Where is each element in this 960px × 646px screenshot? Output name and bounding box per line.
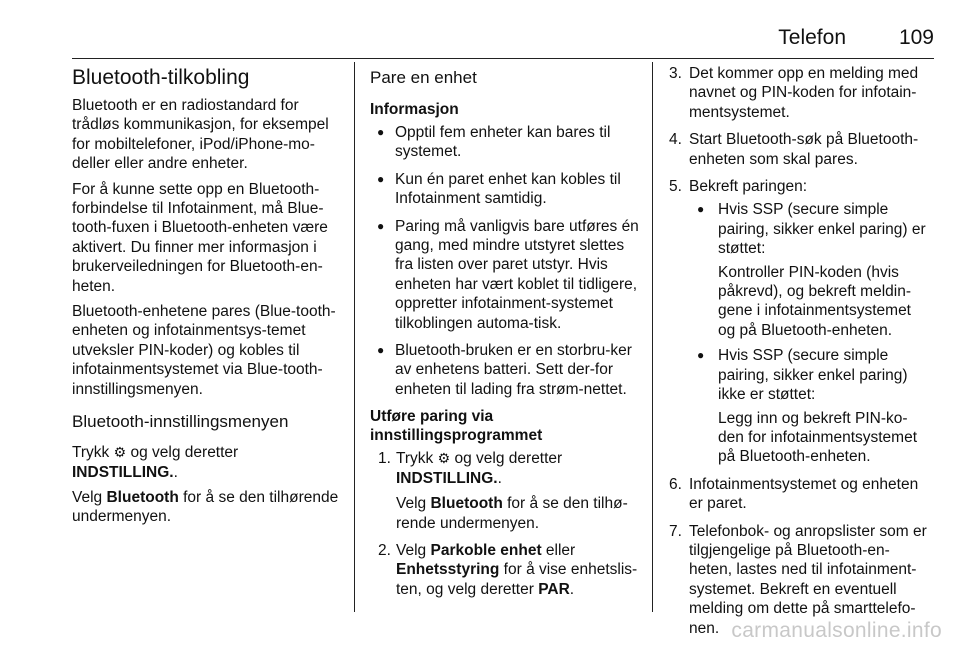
list-item: ● Opptil fem enheter kan bares til systemet. bbox=[370, 123, 640, 162]
menu-label: INDSTILLING. bbox=[396, 469, 498, 487]
paragraph: Velg Bluetooth for å se den tilhørende undermenyen. bbox=[72, 488, 339, 526]
paragraph: Kontroller PIN-koden (hvis påkrevd), og bekreft meldin-gene i infotainmentsystemet og på Bluetooth-enheten. bbox=[718, 263, 911, 339]
list-item: ● Bluetooth-bruken er en storbru-ker av enhetens batteri. Sett der-for enheten til lading fra strøm-nettet. bbox=[370, 341, 640, 399]
step-4: 4. Start Bluetooth-søk på Bluetooth-enheten som skal pares. bbox=[669, 131, 919, 168]
list-item: ● Kun én paret enhet kan kobles til Infotainment samtidig. bbox=[370, 170, 640, 209]
column-divider-1 bbox=[354, 62, 355, 612]
list-item: ● Paring må vanligvis bare utføres én gang, med mindre utstyret slettes fra listen over paret utstyr. Hvis enheten har vært koblet til tidligere, oppretter infotainment-systemet tilkoblingen automa-tisk. bbox=[370, 217, 640, 333]
page-header bbox=[72, 20, 934, 60]
page-number: 109 bbox=[898, 26, 934, 49]
sub-list bbox=[669, 200, 931, 466]
gear-icon: ⚙ bbox=[437, 450, 451, 467]
column-1 bbox=[72, 64, 342, 533]
page-title: Telefon bbox=[778, 26, 846, 49]
menu-label: PAR bbox=[538, 580, 570, 598]
list-item: ● Hvis SSP (secure simple pairing, sikker enkel paring) ikke er støttet: bbox=[689, 346, 931, 404]
menu-label: INDSTILLING. bbox=[72, 463, 174, 481]
column-3 bbox=[669, 64, 931, 646]
paragraph: Trykk ⚙ og velg deretter INDSTILLING.. bbox=[72, 444, 239, 481]
column-2 bbox=[370, 64, 640, 607]
info-heading: Informasjon bbox=[370, 101, 459, 118]
paragraph: Bluetooth-enhetene pares (Blue-tooth-enheten og infotainmentsys-temet utveksler PIN-koder) og kobles til infotainmentsystemet via Blue-tooth-innstillingsmenyen. bbox=[72, 303, 336, 398]
step-1: 1. Trykk ⚙ og velg deretter INDSTILLING.. Velg Bluetooth for å se den tilhø-rende undermenyen. bbox=[378, 450, 628, 532]
column-divider-2 bbox=[652, 62, 653, 612]
step-2: 2. Velg Parkoble enhet eller Enhetsstyring for å vise enhetslis-ten, og velg deretter PAR. bbox=[378, 541, 638, 598]
watermark: carmanualsonline.info bbox=[731, 618, 942, 642]
menu-label: Parkoble enhet bbox=[430, 541, 542, 559]
paragraph: Legg inn og bekreft PIN-ko-den for infotainmentsystemet på Bluetooth-enheten. bbox=[718, 409, 918, 466]
header-rule bbox=[72, 58, 934, 59]
step-7: 7. Telefonbok- og anropslister som er tilgjengelige på Bluetooth-en-heten, lastes ned til infotainment-systemet. Bekreft en eventuell melding om dette på smarttelefo-nen. bbox=[669, 522, 927, 637]
subsection-heading: Bluetooth-innstillingsmenyen bbox=[72, 412, 289, 432]
step-5: 5. Bekreft paringen: bbox=[669, 178, 808, 196]
procedure-heading: Utføre paring via innstillingsprogrammet bbox=[370, 408, 543, 445]
section-heading: Bluetooth-tilkobling bbox=[72, 66, 250, 89]
gear-icon: ⚙ bbox=[113, 444, 127, 461]
menu-label: Bluetooth bbox=[106, 488, 179, 506]
list-item: ● Hvis SSP (secure simple pairing, sikker enkel paring) er støttet: bbox=[689, 200, 931, 258]
paragraph: Bluetooth er en radiostandard for trådløs kommunikasjon, for eksempel for mobiltelefoner, iPod/iPhone-mo-deller eller andre enheter. bbox=[72, 97, 329, 173]
section-heading: Pare en enhet bbox=[370, 68, 477, 87]
step-3: 3. Det kommer opp en melding med navnet og PIN-koden for infotain-mentsystemet. bbox=[669, 65, 919, 121]
menu-label: Enhetsstyring bbox=[396, 561, 500, 579]
step-6: 6. Infotainmentsystemet og enheten er paret. bbox=[669, 475, 919, 513]
menu-label: Bluetooth bbox=[430, 495, 503, 513]
paragraph: For å kunne sette opp en Bluetooth-forbindelse til Infotainment, må Blue-tooth-fuxen i Bluetooth-enheten være aktivert. Du finner mer informasjon i brukerveiledningen for Bluetooth-en-heten. bbox=[72, 180, 328, 295]
